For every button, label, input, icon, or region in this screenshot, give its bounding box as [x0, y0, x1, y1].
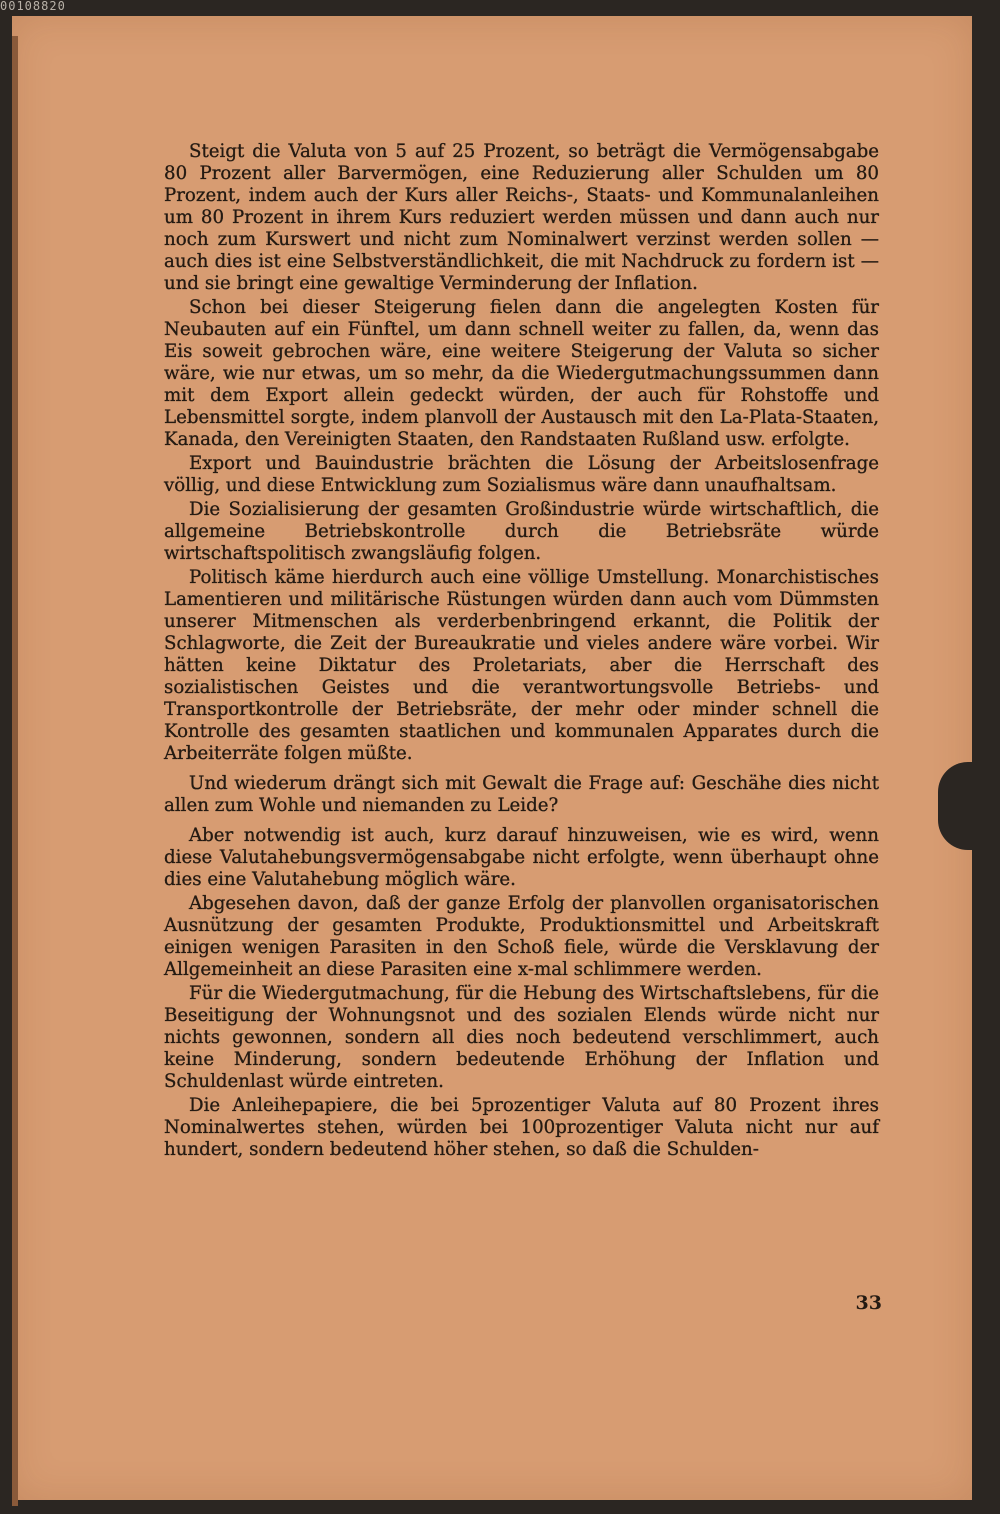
paragraph: Export und Bauindustrie brächten die Lösung der Arbeitslosenfrage völlig, und diese Entwicklung zum Sozialismus wäre dann unaufhaltsam.	[164, 453, 879, 496]
paragraph: Schon bei dieser Steigerung fielen dann die angelegten Kosten für Neubauten auf ein Fünftel, um dann schnell weiter zu fallen, da, wenn das Eis soweit gebrochen wäre, eine weitere Steigerung der Valuta so sicher wäre, wie nur etwas, um so mehr, da die Wiedergutmachungssummen dann mit dem Export allein gedeckt würden, der auch für Rohstoffe und Lebensmittel sorgte, indem planvoll der Austausch mit den La-Plata-Staaten, Kanada, den Vereinigten Staaten, den Randstaaten Rußland usw. erfolgte.	[164, 297, 879, 450]
paragraph: Und wiederum drängt sich mit Gewalt die Frage auf: Geschähe dies nicht allen zum Wohle und niemanden zu Leide?	[164, 773, 879, 816]
paragraph: Steigt die Valuta von 5 auf 25 Prozent, so beträgt die Vermögensabgabe 80 Prozent aller Barvermögen, eine Reduzierung aller Schulden um 80 Prozent, indem auch der Kurs aller Reichs-, Staats- und Kommunalanleihen um 80 Prozent in ihrem Kurs reduziert werden müssen und dann auch nur noch zum Kurswert und nicht zum Nominalwert verzinst werden sollen — auch dies ist eine Selbstverständlichkeit, die mit Nachdruck zu fordern ist — und sie bringt eine gewaltige Verminderung der Inflation.	[164, 141, 879, 294]
page-spine	[12, 36, 18, 1506]
book-page	[12, 16, 972, 1500]
scan-id-label: 00108820	[0, 0, 66, 12]
paragraph: Für die Wiedergutmachung, für die Hebung des Wirtschaftslebens, für die Beseitigung der Wohnungsnot und des sozialen Elends würde nicht nur nichts gewonnen, sondern all dies noch bedeutend verschlimmert, auch keine Minderung, sondern bedeutende Erhöhung der Inflation und Schuldenlast würde eintreten.	[164, 983, 879, 1092]
paragraph: Politisch käme hierdurch auch eine völlige Umstellung. Monarchistisches Lamentieren und militärische Rüstungen würden dann auch vom Dümmsten unserer Mitmenschen als verderbenbringend erkannt, die Politik der Schlagworte, die Zeit der Bureaukratie und vieles andere wäre vorbei. Wir hätten keine Diktatur des Proletariats, aber die Herrschaft des sozialistischen Geistes und die verantwortungsvolle Betriebs- und Transportkontrolle der Betriebsräte, der mehr oder minder schnell die Kontrolle des gesamten staatlichen und kommunalen Apparates durch die Arbeiterräte folgen müßte.	[164, 567, 879, 764]
body-text	[164, 141, 879, 1163]
page-tab-notch	[938, 762, 1000, 850]
paragraph: Aber notwendig ist auch, kurz darauf hinzuweisen, wie es wird, wenn diese Valutahebungsvermögensabgabe nicht erfolgte, wenn überhaupt ohne dies eine Valutahebung möglich wäre.	[164, 825, 879, 890]
paragraph: Die Anleihepapiere, die bei 5prozentiger Valuta auf 80 Prozent ihres Nominalwertes stehen, würden bei 100prozentiger Valuta nicht nur auf hundert, sondern bedeutend höher stehen, so daß die Schulden-	[164, 1095, 879, 1160]
paragraph: Die Sozialisierung der gesamten Großindustrie würde wirtschaftlich, die allgemeine Betriebskontrolle durch die Betriebsräte würde wirtschaftspolitisch zwangsläufig folgen.	[164, 499, 879, 564]
paragraph: Abgesehen davon, daß der ganze Erfolg der planvollen organisatorischen Ausnützung der gesamten Produkte, Produktionsmittel und Arbeitskraft einigen wenigen Parasiten in den Schoß fiele, würde die Versklavung der Allgemeinheit an diese Parasiten eine x-mal schlimmere werden.	[164, 893, 879, 980]
page-number: 33	[855, 1292, 882, 1314]
